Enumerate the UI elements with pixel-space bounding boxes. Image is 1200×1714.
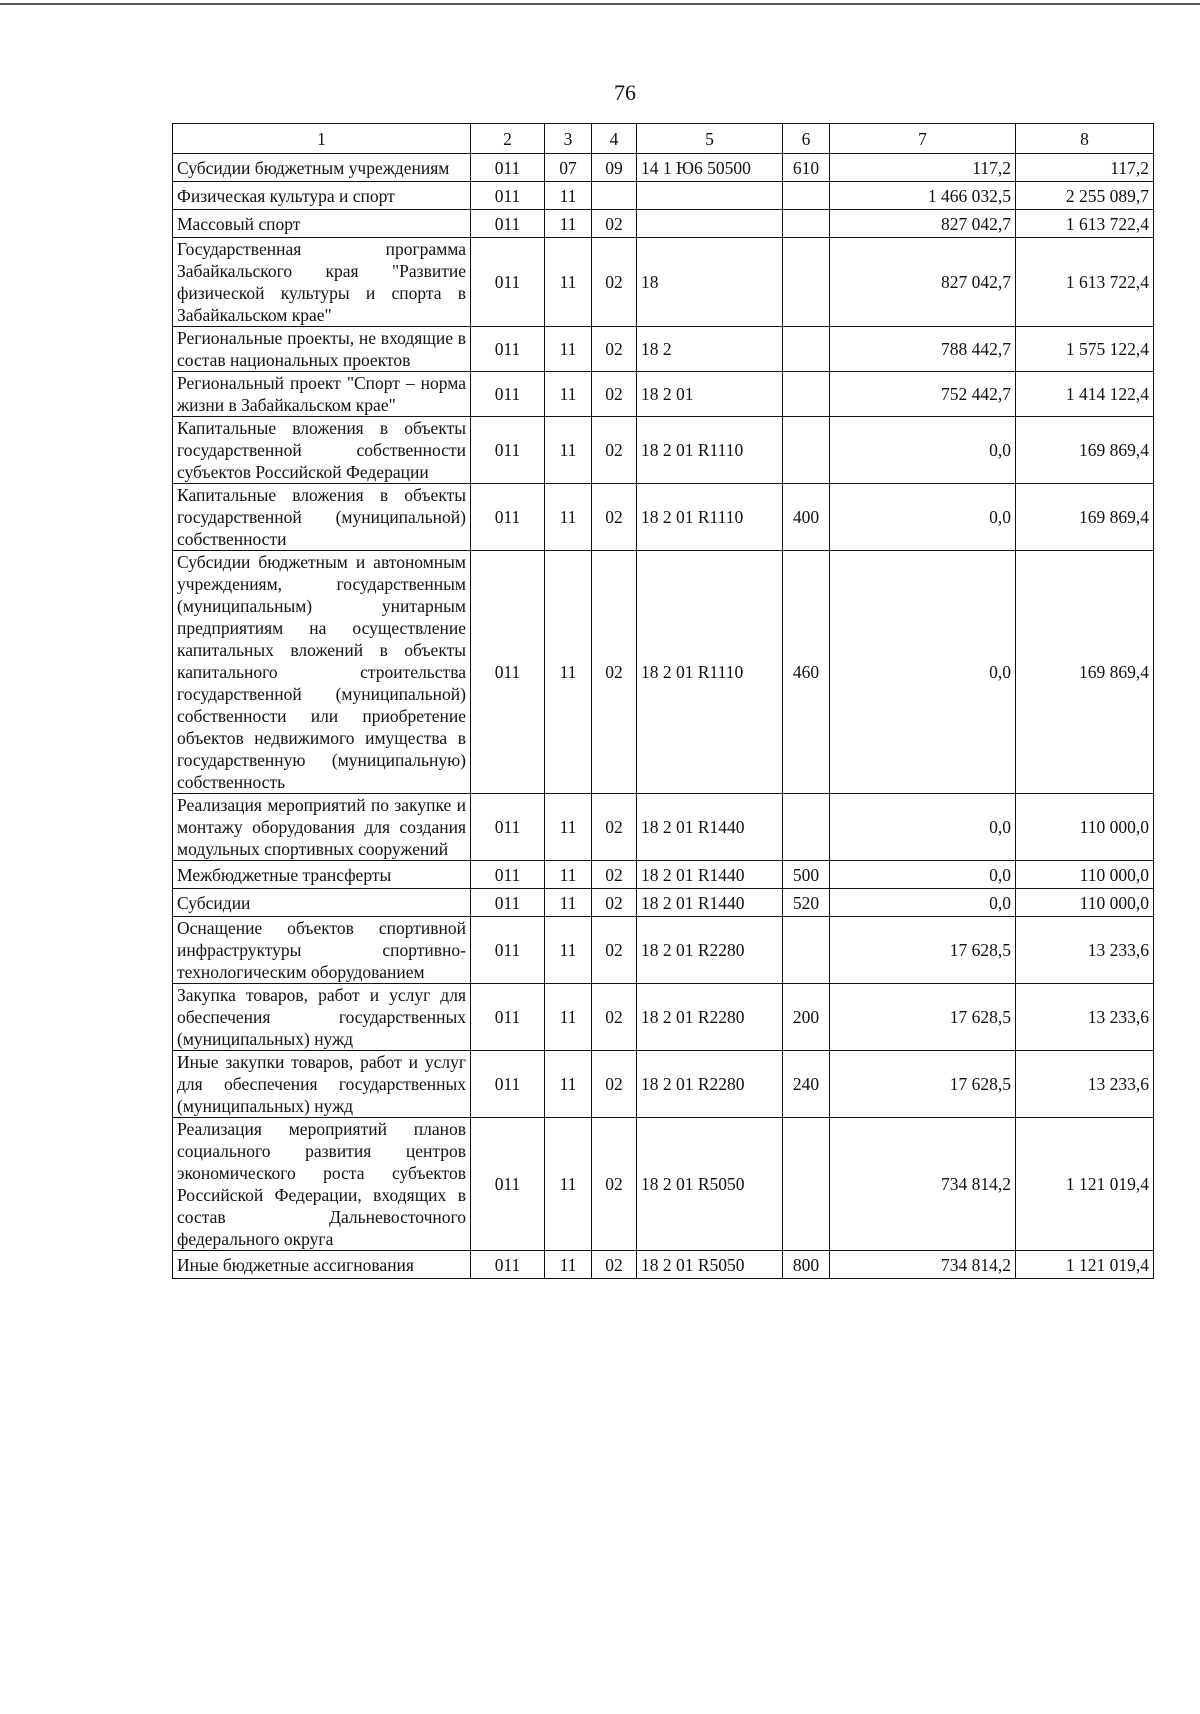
item-name-cell: Субсидии бюджетным и автономным учреждениям, государственным (муниципальным) унитарным предприятиям на осуществление капитальных вложений в объекты капитального строительства государственной (муниципальной) собственности или приобретение объектов недвижимого имущества в государственную (муниципальную) собственность	[173, 551, 471, 794]
item-name-cell: Межбюджетные трансферты	[173, 861, 471, 889]
expense-type-cell	[783, 917, 830, 984]
page-number: 76	[614, 80, 636, 105]
ministry-code-cell: 011	[471, 372, 545, 417]
amount-year2-cell: 1 121 019,4	[1016, 1251, 1154, 1279]
table-row	[173, 794, 1154, 861]
target-article-cell: 18 2 01 R1440	[637, 861, 783, 889]
table-row	[173, 1251, 1154, 1279]
table-row	[173, 917, 1154, 984]
amount-year2-cell: 1 414 122,4	[1016, 372, 1154, 417]
expense-type-cell	[783, 417, 830, 484]
amount-year2-cell: 110 000,0	[1016, 889, 1154, 917]
table-header-row	[173, 124, 1154, 154]
item-name-cell: Иные бюджетные ассигнования	[173, 1251, 471, 1279]
target-article-cell: 18 2 01 R2280	[637, 1051, 783, 1118]
section-code-cell: 11	[545, 327, 592, 372]
expense-type-cell: 400	[783, 484, 830, 551]
amount-year2-cell: 1 121 019,4	[1016, 1118, 1154, 1251]
column-header: 6	[783, 124, 830, 154]
target-article-cell: 18 2 01 R1440	[637, 889, 783, 917]
section-code-cell: 11	[545, 182, 592, 210]
section-code-cell: 11	[545, 889, 592, 917]
subsection-code-cell: 02	[592, 551, 637, 794]
target-article-cell	[637, 210, 783, 238]
section-code-cell: 11	[545, 484, 592, 551]
subsection-code-cell: 02	[592, 917, 637, 984]
item-name-cell: Капитальные вложения в объекты государственной собственности субъектов Российской Федерации	[173, 417, 471, 484]
amount-year2-cell: 117,2	[1016, 154, 1154, 182]
ministry-code-cell: 011	[471, 1251, 545, 1279]
expense-type-cell: 520	[783, 889, 830, 917]
target-article-cell: 18 2	[637, 327, 783, 372]
amount-year1-cell: 827 042,7	[830, 210, 1016, 238]
amount-year1-cell: 117,2	[830, 154, 1016, 182]
section-code-cell: 11	[545, 917, 592, 984]
item-name-cell: Капитальные вложения в объекты государственной (муниципальной) собственности	[173, 484, 471, 551]
expense-type-cell	[783, 238, 830, 327]
table-row	[173, 182, 1154, 210]
subsection-code-cell: 02	[592, 484, 637, 551]
expense-type-cell: 460	[783, 551, 830, 794]
ministry-code-cell: 011	[471, 1051, 545, 1118]
expense-type-cell	[783, 372, 830, 417]
amount-year2-cell: 13 233,6	[1016, 917, 1154, 984]
table-row	[173, 238, 1154, 327]
target-article-cell: 18 2 01 R2280	[637, 917, 783, 984]
ministry-code-cell: 011	[471, 984, 545, 1051]
section-code-cell: 11	[545, 1051, 592, 1118]
subsection-code-cell: 02	[592, 861, 637, 889]
item-name-cell: Субсидии бюджетным учреждениям	[173, 154, 471, 182]
amount-year2-cell: 2 255 089,7	[1016, 182, 1154, 210]
target-article-cell: 18	[637, 238, 783, 327]
target-article-cell: 18 2 01	[637, 372, 783, 417]
expense-type-cell	[783, 182, 830, 210]
target-article-cell: 18 2 01 R5050	[637, 1118, 783, 1251]
ministry-code-cell: 011	[471, 417, 545, 484]
subsection-code-cell: 09	[592, 154, 637, 182]
section-code-cell: 11	[545, 984, 592, 1051]
ministry-code-cell: 011	[471, 1118, 545, 1251]
amount-year2-cell: 169 869,4	[1016, 484, 1154, 551]
ministry-code-cell: 011	[471, 551, 545, 794]
subsection-code-cell: 02	[592, 889, 637, 917]
target-article-cell	[637, 182, 783, 210]
subsection-code-cell: 02	[592, 794, 637, 861]
expense-type-cell	[783, 1118, 830, 1251]
target-article-cell: 18 2 01 R1110	[637, 417, 783, 484]
item-name-cell: Закупка товаров, работ и услуг для обеспечения государственных (муниципальных) нужд	[173, 984, 471, 1051]
column-header: 5	[637, 124, 783, 154]
table-row	[173, 861, 1154, 889]
subsection-code-cell: 02	[592, 984, 637, 1051]
target-article-cell: 18 2 01 R5050	[637, 1251, 783, 1279]
budget-table	[172, 123, 1154, 1279]
amount-year1-cell: 0,0	[830, 551, 1016, 794]
item-name-cell: Субсидии	[173, 889, 471, 917]
table-row	[173, 889, 1154, 917]
item-name-cell: Физическая культура и спорт	[173, 182, 471, 210]
ministry-code-cell: 011	[471, 889, 545, 917]
item-name-cell: Региональный проект "Спорт – норма жизни в Забайкальском крае"	[173, 372, 471, 417]
amount-year2-cell: 13 233,6	[1016, 984, 1154, 1051]
amount-year1-cell: 17 628,5	[830, 917, 1016, 984]
ministry-code-cell: 011	[471, 861, 545, 889]
expense-type-cell: 800	[783, 1251, 830, 1279]
table-row	[173, 984, 1154, 1051]
section-code-cell: 11	[545, 861, 592, 889]
amount-year1-cell: 0,0	[830, 889, 1016, 917]
table-row	[173, 327, 1154, 372]
expense-type-cell	[783, 327, 830, 372]
table-row	[173, 372, 1154, 417]
section-code-cell: 11	[545, 417, 592, 484]
subsection-code-cell: 02	[592, 238, 637, 327]
section-code-cell: 11	[545, 372, 592, 417]
section-code-cell: 11	[545, 1251, 592, 1279]
amount-year2-cell: 1 613 722,4	[1016, 210, 1154, 238]
item-name-cell: Государственная программа Забайкальского края "Развитие физической культуры и спорта в Забайкальском крае"	[173, 238, 471, 327]
expense-type-cell	[783, 794, 830, 861]
subsection-code-cell: 02	[592, 417, 637, 484]
ministry-code-cell: 011	[471, 154, 545, 182]
amount-year1-cell: 0,0	[830, 417, 1016, 484]
amount-year1-cell: 0,0	[830, 861, 1016, 889]
ministry-code-cell: 011	[471, 327, 545, 372]
item-name-cell: Реализация мероприятий по закупке и монтажу оборудования для создания модульных спортивных сооружений	[173, 794, 471, 861]
expense-type-cell: 240	[783, 1051, 830, 1118]
ministry-code-cell: 011	[471, 210, 545, 238]
amount-year1-cell: 827 042,7	[830, 238, 1016, 327]
column-header: 4	[592, 124, 637, 154]
target-article-cell: 18 2 01 R2280	[637, 984, 783, 1051]
column-header: 7	[830, 124, 1016, 154]
amount-year1-cell: 17 628,5	[830, 1051, 1016, 1118]
amount-year2-cell: 169 869,4	[1016, 551, 1154, 794]
table-row	[173, 484, 1154, 551]
amount-year1-cell: 788 442,7	[830, 327, 1016, 372]
ministry-code-cell: 011	[471, 794, 545, 861]
expense-type-cell	[783, 210, 830, 238]
item-name-cell: Иные закупки товаров, работ и услуг для обеспечения государственных (муниципальных) нужд	[173, 1051, 471, 1118]
amount-year2-cell: 110 000,0	[1016, 861, 1154, 889]
amount-year1-cell: 1 466 032,5	[830, 182, 1016, 210]
expense-type-cell: 200	[783, 984, 830, 1051]
section-code-cell: 11	[545, 210, 592, 238]
item-name-cell: Оснащение объектов спортивной инфраструктуры спортивно-технологическим оборудованием	[173, 917, 471, 984]
ministry-code-cell: 011	[471, 238, 545, 327]
subsection-code-cell: 02	[592, 1251, 637, 1279]
subsection-code-cell	[592, 182, 637, 210]
column-header: 3	[545, 124, 592, 154]
amount-year2-cell: 169 869,4	[1016, 417, 1154, 484]
subsection-code-cell: 02	[592, 1118, 637, 1251]
table-row	[173, 1118, 1154, 1251]
amount-year2-cell: 1 613 722,4	[1016, 238, 1154, 327]
item-name-cell: Реализация мероприятий планов социального развития центров экономического роста субъектов Российской Федерации, входящих в состав Дальневосточного федерального округа	[173, 1118, 471, 1251]
section-code-cell: 11	[545, 794, 592, 861]
amount-year2-cell: 1 575 122,4	[1016, 327, 1154, 372]
amount-year2-cell: 110 000,0	[1016, 794, 1154, 861]
subsection-code-cell: 02	[592, 210, 637, 238]
table-row	[173, 551, 1154, 794]
table-row	[173, 1051, 1154, 1118]
column-header: 1	[173, 124, 471, 154]
amount-year1-cell: 734 814,2	[830, 1118, 1016, 1251]
expense-type-cell: 500	[783, 861, 830, 889]
column-header: 2	[471, 124, 545, 154]
subsection-code-cell: 02	[592, 327, 637, 372]
amount-year1-cell: 0,0	[830, 484, 1016, 551]
table-row	[173, 417, 1154, 484]
item-name-cell: Региональные проекты, не входящие в состав национальных проектов	[173, 327, 471, 372]
subsection-code-cell: 02	[592, 372, 637, 417]
section-code-cell: 11	[545, 551, 592, 794]
amount-year1-cell: 734 814,2	[830, 1251, 1016, 1279]
table-row	[173, 154, 1154, 182]
scan-edge-line	[0, 3, 1200, 5]
item-name-cell: Массовый спорт	[173, 210, 471, 238]
column-header: 8	[1016, 124, 1154, 154]
amount-year1-cell: 752 442,7	[830, 372, 1016, 417]
ministry-code-cell: 011	[471, 917, 545, 984]
amount-year1-cell: 0,0	[830, 794, 1016, 861]
ministry-code-cell: 011	[471, 484, 545, 551]
section-code-cell: 11	[545, 238, 592, 327]
target-article-cell: 18 2 01 R1110	[637, 551, 783, 794]
subsection-code-cell: 02	[592, 1051, 637, 1118]
section-code-cell: 11	[545, 1118, 592, 1251]
target-article-cell: 18 2 01 R1110	[637, 484, 783, 551]
target-article-cell: 14 1 Ю6 50500	[637, 154, 783, 182]
target-article-cell: 18 2 01 R1440	[637, 794, 783, 861]
table-body	[173, 154, 1154, 1279]
amount-year2-cell: 13 233,6	[1016, 1051, 1154, 1118]
amount-year1-cell: 17 628,5	[830, 984, 1016, 1051]
table-row	[173, 210, 1154, 238]
expense-type-cell: 610	[783, 154, 830, 182]
section-code-cell: 07	[545, 154, 592, 182]
ministry-code-cell: 011	[471, 182, 545, 210]
